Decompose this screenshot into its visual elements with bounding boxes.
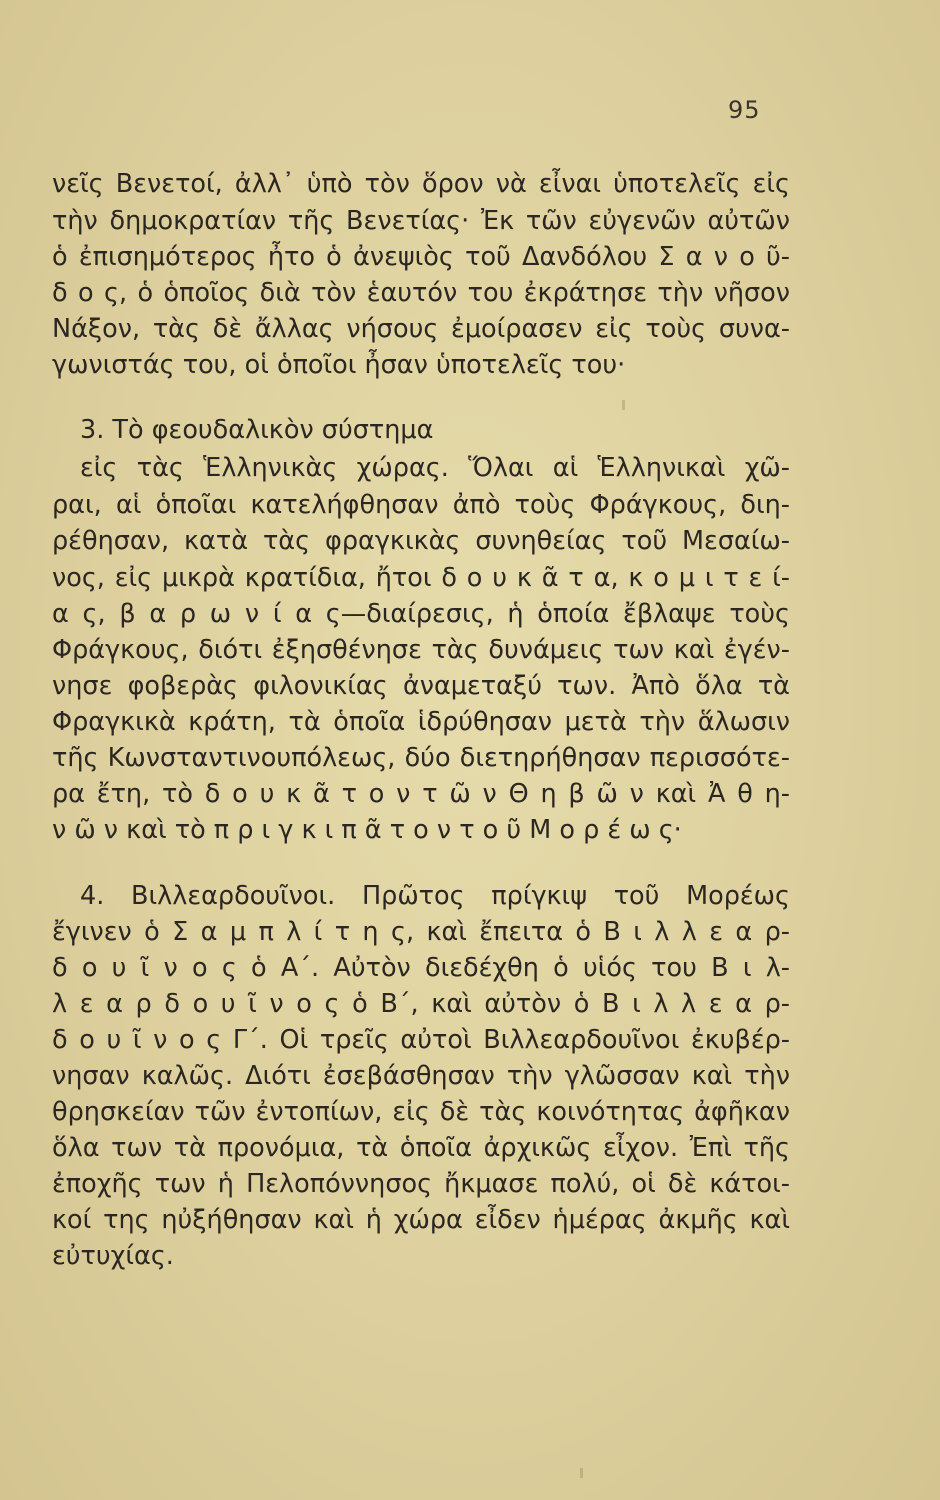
text-line: θρησκείαν τῶν ἐντοπίων, εἰς δὲ τὰς κοινότητας ἀφῆκαν xyxy=(52,1097,790,1127)
text-line: δ ο ς, ὁ ὁποῖος διὰ τὸν ἑαυτόν του ἐκράτησε τὴν νῆσον xyxy=(52,278,790,308)
text-line: Φράγκους, διότι ἐξησθένησε τὰς δυνάμεις των καὶ ἐγέν- xyxy=(52,635,790,665)
paper-speck xyxy=(622,400,625,410)
text-line: εἰς τὰς Ἑλληνικὰς χώρας. Ὅλαι αἱ Ἑλληνικαὶ χῶ- xyxy=(80,453,790,483)
text-line: Φραγκικὰ κράτη, τὰ ὁποῖα ἱδρύθησαν μετὰ τὴν ἅλωσιν xyxy=(52,707,790,737)
text-line: τὴν δημοκρατίαν τῆς Βενετίας· Ἐκ τῶν εὐγενῶν αὐτῶν xyxy=(52,206,790,236)
page-number: 95 xyxy=(728,96,761,124)
text-line: γωνιστάς του, οἱ ὁποῖοι ἦσαν ὑποτελεῖς του· xyxy=(52,350,626,380)
text-line: ραι, αἱ ὁποῖαι κατελήφθησαν ἀπὸ τοὺς Φράγκους, διη- xyxy=(52,490,790,520)
text-line: ρέθησαν, κατὰ τὰς φραγκικὰς συνηθείας τοῦ Μεσαίω- xyxy=(52,526,790,556)
text-line: ὅλα των τὰ προνόμια, τὰ ὁποῖα ἀρχικῶς εἶχον. Ἐπὶ τῆς xyxy=(52,1133,790,1163)
text-line: ἐποχῆς των ἡ Πελοπόννησος ἤκμασε πολύ, οἱ δὲ κάτοι- xyxy=(52,1169,790,1199)
text-line: εὐτυχίας. xyxy=(52,1241,174,1271)
text-line: νησε φοβερὰς φιλονικίας ἀναμεταξύ των. Ἀπὸ ὅλα τὰ xyxy=(52,671,790,701)
text-line: Νάξον, τὰς δὲ ἄλλας νήσους ἐμοίρασεν εἰς τοὺς συνα- xyxy=(52,314,790,344)
text-line: ἔγινεν ὁ Σ α μ π λ ί τ η ς, καὶ ἔπειτα ὁ Β ι λ λ ε α ρ- xyxy=(52,917,790,947)
text-line: δ ο υ ῖ ν ο ς ὁ Α΄. Αὐτὸν διεδέχθη ὁ υἱός του Β ι λ- xyxy=(52,953,790,983)
text-line: νησαν καλῶς. Διότι ἐσεβάσθησαν τὴν γλῶσσαν καὶ τὴν xyxy=(52,1061,790,1091)
paper-speck xyxy=(580,1468,583,1478)
section-heading: 3. Τὸ φεουδαλικὸν σύστημα xyxy=(80,415,434,445)
text-line: ρα ἔτη, τὸ δ ο υ κ ᾶ τ ο ν τ ῶ ν Θ η β ῶ ν καὶ Ἀ θ η- xyxy=(52,779,790,809)
section-heading: 4. Βιλλεαρδουῖνοι. Πρῶτος πρίγκιψ τοῦ Μορέως xyxy=(80,881,790,911)
text-line: ὁ ἐπισημότερος ἦτο ὁ ἀνεψιὸς τοῦ Δανδόλου Σ α ν ο ῦ- xyxy=(52,242,790,272)
text-line: νος, εἰς μικρὰ κρατίδια, ἤτοι δ ο υ κ ᾶ τ α, κ ο μ ι τ ε ί- xyxy=(52,563,790,593)
text-line: νεῖς Βενετοί, ἀλλ᾽ ὑπὸ τὸν ὅρον νὰ εἶναι ὑποτελεῖς εἰς xyxy=(52,169,790,199)
text-line: τῆς Κωνσταντινουπόλεως, δύο διετηρήθησαν περισσότε- xyxy=(52,743,790,773)
text-line: α ς, β α ρ ω ν ί α ς—διαίρεσις, ἡ ὁποία ἔβλαψε τοὺς xyxy=(52,599,790,629)
text-line: ν ῶ ν καὶ τὸ π ρ ι γ κ ι π ᾶ τ ο ν τ ο ῦ Μ ο ρ έ ω ς· xyxy=(52,815,682,845)
text-line: λ ε α ρ δ ο υ ῖ ν ο ς ὁ Β΄, καὶ αὐτὸν ὁ Β ι λ λ ε α ρ- xyxy=(52,989,790,1019)
text-line: δ ο υ ῖ ν ο ς Γ΄. Οἱ τρεῖς αὐτοὶ Βιλλεαρδουῖνοι ἐκυβέρ- xyxy=(52,1025,790,1055)
text-line: κοί της ηὐξήθησαν καὶ ἡ χώρα εἶδεν ἡμέρας ἀκμῆς καὶ xyxy=(52,1205,790,1235)
